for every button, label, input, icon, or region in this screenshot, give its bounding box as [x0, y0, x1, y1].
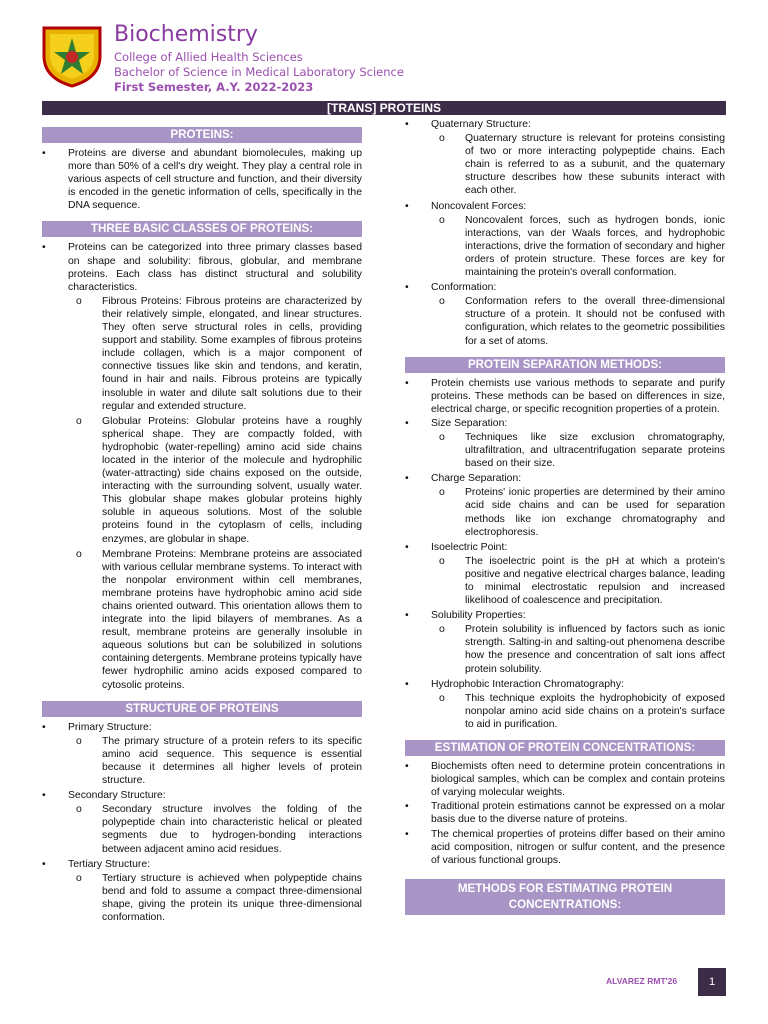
circle-bullet-icon: o — [76, 415, 82, 427]
bullet-item — [405, 800, 725, 826]
sub-bullet-item — [405, 295, 725, 347]
sub-bullet-text: The isoelectric point is the pH at which a protein's positive and negative electrical charges balance, leading to minimal electrostatic repulsion and increased likelihood of coalescence and precipitation. — [465, 555, 725, 607]
section-heading-structure: STRUCTURE OF PROTEINS — [42, 701, 362, 717]
sub-bullet-text: This technique exploits the hydrophobicity of exposed nonpolar amino acid side chains on a protein's surface to aid in purification. — [465, 692, 725, 730]
bullet-item — [405, 281, 725, 294]
bullet-icon: • — [405, 377, 409, 389]
bullet-icon: • — [405, 473, 409, 485]
college-name: College of Allied Health Sciences — [114, 50, 303, 64]
sub-bullet-item — [42, 548, 362, 692]
bullet-icon: • — [405, 801, 409, 813]
author-label: ALVAREZ RMT'26 — [606, 976, 678, 986]
bullet-item — [405, 541, 725, 554]
bullet-text: Noncovalent Forces: — [431, 200, 527, 212]
bullet-text: Traditional protein estimations cannot be expressed on a molar basis due to the diverse nature of proteins. — [431, 801, 725, 826]
sub-bullet-item — [405, 486, 725, 538]
bullet-item — [405, 828, 725, 867]
bullet-text: Charge Separation: — [431, 473, 522, 485]
bullet-item — [405, 377, 725, 416]
sub-bullet-item — [42, 735, 362, 787]
section-heading-separation: PROTEIN SEPARATION METHODS: — [405, 357, 725, 373]
bullet-icon: • — [42, 148, 46, 159]
circle-bullet-icon: o — [76, 548, 82, 560]
circle-bullet-icon: o — [439, 624, 445, 636]
sub-bullet-item — [405, 623, 725, 675]
bullet-item — [405, 118, 725, 131]
bullet-icon: • — [405, 417, 409, 429]
bullet-item — [42, 858, 362, 871]
bullet-text: Quaternary Structure: — [431, 119, 531, 130]
bullet-text: Hydrophobic Interaction Chromatography: — [431, 678, 624, 690]
section-heading-proteins: PROTEINS: — [42, 127, 362, 143]
bullet-item — [42, 147, 362, 212]
bullet-text: The chemical properties of proteins differ based on their amino acid composition, nitrogen or sulfur content, and the presence of various functional groups. — [431, 828, 725, 866]
bullet-icon: • — [405, 119, 409, 130]
sub-bullet-text: Quaternary structure is relevant for proteins consisting of two or more interacting polypeptide chains. Each chain is referred to as a subunit, and the quaternary structure describes how these subunits interact with each other. — [465, 133, 725, 197]
sub-bullet-text: Techniques like size exclusion chromatography, ultrafiltration, and ultracentrifugation separate proteins based on their size. — [465, 431, 725, 470]
program-name: Bachelor of Science in Medical Laboratory Science — [114, 65, 404, 79]
circle-bullet-icon: o — [439, 214, 445, 226]
document-title-bar: [TRANS] PROTEINS — [42, 101, 726, 115]
bullet-icon: • — [405, 541, 409, 553]
left-column — [42, 118, 362, 926]
bullet-text: Conformation: — [431, 282, 497, 294]
bullet-text: Biochemists often need to determine protein concentrations in biological samples, which can be complex and contain proteins of varying molecular weights. — [431, 761, 725, 799]
bullet-icon: • — [405, 761, 409, 773]
sub-bullet-item — [405, 214, 725, 279]
sub-bullet-text: Membrane Proteins: Membrane proteins are associated with various cellular membrane systems. To interact with the nonpolar environment within cell membranes, membrane proteins have hydrophobic amino acid side chains oriented outward. This orientation allows them to integrate into the lipid bilayers of membranes. As a result, membrane proteins are generally insoluble in aqueous solutions but can be solubilized in solutions containing detergents. Membrane proteins typically have fewer hydrophilic amino acids exposed compared to cytosolic proteins. — [102, 548, 362, 691]
sub-bullet-text: Noncovalent forces, such as hydrogen bonds, ionic interactions, van der Waals forces, and hydrophobic interactions, drive the formation of secondary and higher orders of protein structure. These forces are key for maintaining the protein's overall conformation. — [465, 214, 725, 279]
bullet-item — [405, 678, 725, 691]
circle-bullet-icon: o — [439, 133, 445, 145]
sub-bullet-text: Globular Proteins: Globular proteins have a roughly spherical shape. They are compactly folded, with hydrophobic (water-repelling) amino acid side chains located in the interior of the molecule and hydrophilic (water-attracting) side chains exposed on the outside, interacting with the surrounding solvent, usually water. This globular shape makes globular proteins highly soluble in aqueous solutions. Most of the soluble proteins found in the cytoplasm of cells, including enzymes, are globular in shape. — [102, 415, 362, 545]
sub-bullet-text: Conformation refers to the overall three-dimensional structure of a protein. It should not be confused with configuration, which relates to the geometric possibilities for a set of atoms. — [465, 296, 725, 347]
course-title: Biochemistry — [114, 22, 258, 47]
bullet-icon: • — [405, 828, 409, 840]
university-seal-icon — [38, 22, 106, 90]
sub-bullet-text: Protein solubility is influenced by factors such as ionic strength. Salting-in and salting-out phenomena describe how the presence and concentration of salt ions affect protein solubility. — [465, 624, 725, 675]
sub-bullet-item — [42, 295, 362, 413]
semester-label: First Semester, A.Y. 2022-2023 — [114, 80, 314, 94]
bullet-icon: • — [405, 610, 409, 622]
bullet-text: Size Separation: — [431, 417, 508, 429]
bullet-text: Isoelectric Point: — [431, 541, 508, 553]
sub-bullet-text: Proteins' ionic properties are determined by their amino acid side chains and can be used for separation methods like ion exchange chromatography and electrophoresis. — [465, 487, 725, 538]
bullet-text: Proteins are diverse and abundant biomolecules, making up more than 50% of a cell's dry weight. They play a central role in various aspects of cell structure and function, and their diversity is encoded in the genetic information of cells, specifically in the DNA sequence. — [68, 148, 362, 212]
bullet-icon: • — [42, 858, 46, 870]
bullet-icon: • — [405, 282, 409, 294]
bullet-icon: • — [405, 200, 409, 212]
bullet-item — [405, 472, 725, 485]
circle-bullet-icon: o — [76, 295, 82, 307]
bullet-icon: • — [405, 678, 409, 690]
bullet-text: Primary Structure: — [68, 721, 152, 733]
circle-bullet-icon: o — [439, 555, 445, 567]
bullet-item — [405, 417, 725, 430]
sub-bullet-text: Tertiary structure is achieved when polypeptide chains bend and fold to assume a compact three-dimensional shape, giving the protein its unique three-dimensional conformation. — [102, 872, 362, 923]
circle-bullet-icon: o — [439, 431, 445, 443]
section-heading-classes: THREE BASIC CLASSES OF PROTEINS: — [42, 221, 362, 237]
sub-bullet-item — [405, 692, 725, 731]
bullet-icon: • — [42, 721, 46, 733]
circle-bullet-icon: o — [76, 872, 82, 884]
section-heading-methods: METHODS FOR ESTIMATING PROTEIN CONCENTRATIONS: — [405, 879, 725, 915]
bullet-item — [42, 241, 362, 293]
circle-bullet-icon: o — [76, 804, 82, 816]
bullet-text: Tertiary Structure: — [68, 858, 150, 870]
sub-bullet-text: The primary structure of a protein refers to its specific amino acid sequence. This sequence is essential because it determines all higher levels of protein structure. — [102, 735, 362, 787]
bullet-item — [42, 721, 362, 734]
sub-bullet-item — [42, 415, 362, 546]
bullet-text: Proteins can be categorized into three primary classes based on shape and solubility: fibrous, globular, and membrane proteins. Each class has distinct structural and solubility characteristics. — [68, 242, 362, 293]
sub-bullet-item — [405, 132, 725, 197]
sub-bullet-item — [405, 431, 725, 470]
bullet-icon: • — [42, 242, 46, 254]
bullet-item — [42, 789, 362, 802]
circle-bullet-icon: o — [439, 296, 445, 308]
bullet-icon: • — [42, 790, 46, 802]
right-column — [405, 118, 725, 919]
bullet-item — [405, 609, 725, 622]
bullet-item — [405, 200, 725, 213]
bullet-item — [405, 760, 725, 799]
bullet-text: Solubility Properties: — [431, 610, 526, 622]
page-number: 1 — [698, 968, 726, 996]
sub-bullet-text: Fibrous Proteins: Fibrous proteins are characterized by their relatively simple, elongated, and linear structures. They often serve structural roles in cells, providing support and stability. Some examples of fibrous proteins include collagen, which is a major component of connective tissues like skin and tendons, and keratin, found in hair and nails. Fibrous proteins are typically insoluble in water and dilute salt solutions due to their regular and extended structure. — [102, 295, 362, 412]
circle-bullet-icon: o — [439, 487, 445, 499]
bullet-text: Protein chemists use various methods to separate and purify proteins. These methods can be based on differences in size, electrical charge, or specific recognition properties of a protein. — [431, 377, 725, 415]
sub-bullet-text: Secondary structure involves the folding of the polypeptide chain into characteristic helical or pleated segments due to hydrogen-bonding interactions between adjacent amino acid residues. — [102, 804, 362, 855]
sub-bullet-item — [42, 803, 362, 855]
section-heading-estimation: ESTIMATION OF PROTEIN CONCENTRATIONS: — [405, 740, 725, 756]
circle-bullet-icon: o — [76, 735, 82, 747]
bullet-text: Secondary Structure: — [68, 790, 166, 802]
circle-bullet-icon: o — [439, 692, 445, 704]
sub-bullet-item — [405, 555, 725, 607]
sub-bullet-item — [42, 872, 362, 924]
